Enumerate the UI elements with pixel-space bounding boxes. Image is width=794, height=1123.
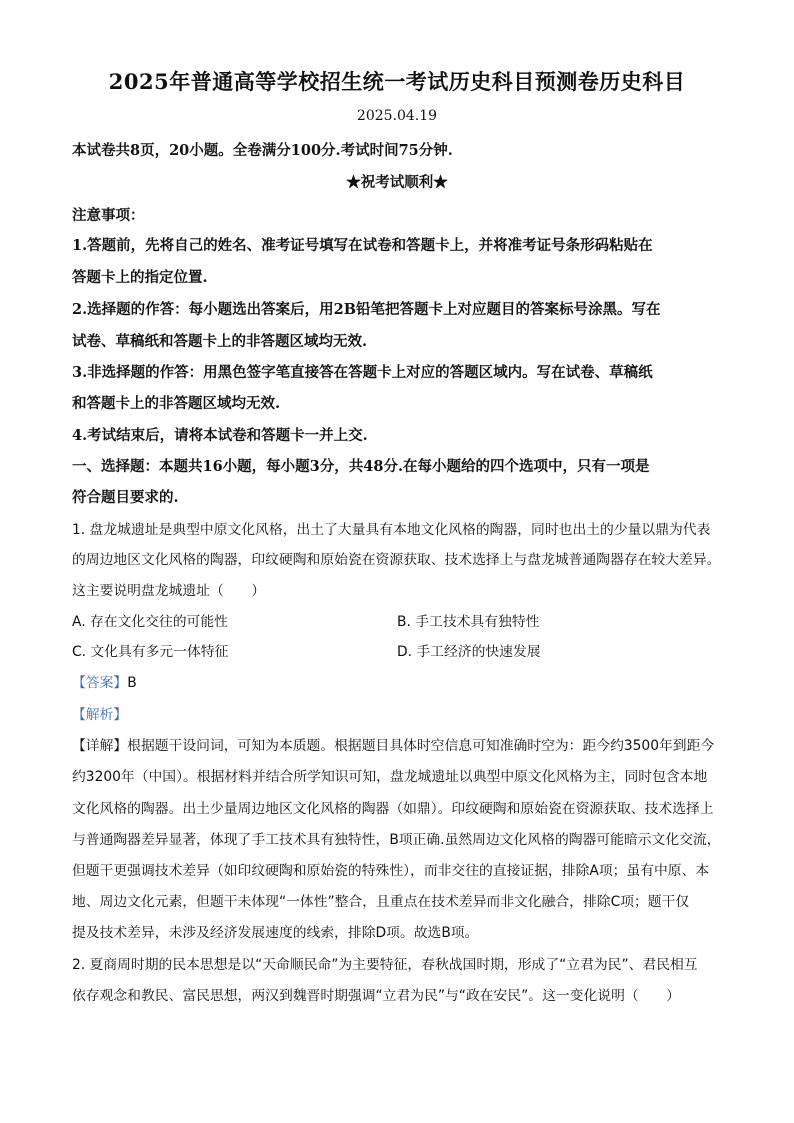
option-d: D. 手工经济的快速发展 [397,644,541,660]
analysis-row [72,703,732,723]
section-heading: 符合题目要求的. [72,489,179,506]
detail-line: 与普通陶器差异显著，体现了手工技术具有独特性，B项正确.虽然周边文化风格的陶器可能暗示文化交流， [72,832,721,848]
notice-line: 和答题卡上的非答题区域均无效. [72,395,281,412]
notice-heading: 注意事项： [72,207,145,224]
blessing-text: ★祝考试顺利★ [346,174,448,191]
notice-line: 1.答题前，先将自己的姓名、准考证号填写在试卷和答题卡上，并将准考证号条形码粘贴在 [72,237,653,254]
answer-label: 【答案】 [72,675,128,691]
detail-line: 【详解】根据题干设问词，可知为本质题。根据题目具体时空信息可知准确时空为：距今约3500年到距今 [72,738,715,754]
detail-line: 地、周边文化元素，但题干未体现“一体性”整合，且重点在技术差异而非文化融合，排除C项；题干仅 [72,894,690,910]
exam-intro: 本试卷共8页，20小题。全卷满分100分.考试时间75分钟. [72,142,453,159]
detail-line: 文化风格的陶器。出土少量周边地区文化风格的陶器（如鼎）。印纹硬陶和原始瓷在资源获取、技术选择上 [72,801,714,817]
question-stem-line: 1. 盘龙城遗址是典型中原文化风格，出土了大量具有本地文化风格的陶器，同时也出土的少量以鼎为代表 [72,522,711,538]
detail-line: 约3200年（中国）。根据材料并结合所学知识可知，盘龙城遗址以典型中原文化风格为主，同时包含本地 [72,769,708,785]
analysis-label: 【解析】 [72,707,128,723]
notice-line: 4.考试结束后，请将本试卷和答题卡一并上交. [72,427,368,444]
exam-date: 2025.04.19 [356,108,438,124]
question-stem-line: 2. 夏商周时期的民本思想是以“天命顺民命”为主要特征，春秋战国时期，形成了“立君为民”、君民相互 [72,957,698,973]
detail-line: 提及技术差异，未涉及经济发展速度的线索，排除D项。故选B项。 [72,925,479,941]
question-stem-line: 依存观念和教民、富民思想，两汉到魏晋时期强调“立君为民”与“政在安民”。这一变化说明（ ） [72,988,681,1004]
question-stem-line: 的周边地区文化风格的陶器，印纹硬陶和原始瓷在资源获取、技术选择上与盘龙城普通陶器存在较大差异。 [72,552,721,568]
notice-line: 试卷、草稿纸和答题卡上的非答题区域均无效. [72,333,368,350]
answer-value: B [127,675,137,691]
section-heading: 一、选择题：本题共16小题，每小题3分，共48分.在每小题给的四个选项中，只有一项是 [72,458,650,475]
option-c: C. 文化具有多元一体特征 [72,644,229,660]
page-title: 2025年普通高等学校招生统一考试历史科目预测卷历史科目 [108,69,686,94]
answer-row [72,671,732,691]
notice-line: 3.非选择题的作答：用黑色签字笔直接答在答题卡上对应的答题区域内。写在试卷、草稿纸 [72,364,653,381]
option-b: B. 手工技术具有独特性 [397,614,540,630]
notice-line: 答题卡上的指定位置. [72,269,208,286]
question-stem-line: 这主要说明盘龙城遗址（ ） [72,583,266,599]
detail-line: 但题干更强调技术差异（如印纹硬陶和原始瓷的特殊性），而非交往的直接证据，排除A项；虽有中原、本 [72,863,710,879]
option-a: A. 存在文化交往的可能性 [72,614,228,630]
notice-line: 2.选择题的作答：每小题选出答案后，用2B铅笔把答题卡上对应题目的答案标号涂黑。写在 [72,301,661,318]
